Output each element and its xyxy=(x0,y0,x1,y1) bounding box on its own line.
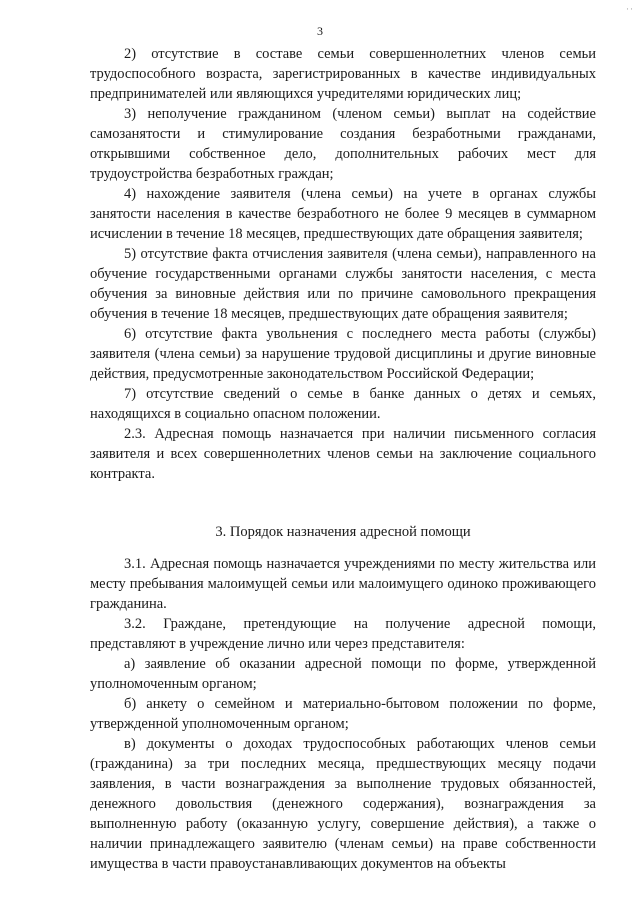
document-body xyxy=(90,44,596,874)
paragraph-3-2: 3.2. Граждане, претендующие на получение адресной помощи, представляют в учреждение лично или через представителя: xyxy=(90,616,596,652)
paragraph-item-a: а) заявление об оказании адресной помощи по форме, утвержденной уполномоченным органом; xyxy=(90,656,596,692)
paragraph-item-v: в) документы о доходах трудоспособных работающих членов семьи (гражданина) за три последних месяца, предшествующих месяцу подачи заявления, в части вознаграждения за выполнение трудовых обязанностей, денежного довольствия (денежного содержания), вознаграждения за выполненную работу (оказанную услугу, совершение действия), а также о наличии принадлежащего заявителю (членам семьи) на праве собственности имущества в части правоустанавливающих документов на объекты xyxy=(90,736,596,872)
paragraph-item-b: б) анкету о семейном и материально-бытовом положении по форме, утвержденной уполномоченным органом; xyxy=(90,696,596,732)
section-heading: 3. Порядок назначения адресной помощи xyxy=(215,524,471,540)
paragraph-item-4: 4) нахождение заявителя (члена семьи) на учете в органах службы занятости населения в качестве безработного не более 9 месяцев в суммарном исчислении в течение 18 месяцев, предшествующих дате обращения заявителя; xyxy=(90,186,596,242)
paragraph-item-2: 2) отсутствие в составе семьи совершеннолетних членов семьи трудоспособного возраста, зарегистрированных в качестве индивидуальных предпринимателей или являющихся учредителями юридических лиц; xyxy=(90,46,596,102)
paragraph-3-1: 3.1. Адресная помощь назначается учреждениями по месту жительства или месту пребывания малоимущей семьи или малоимущего одиноко проживающего гражданина. xyxy=(90,556,596,612)
page-number: 3 xyxy=(317,24,323,38)
paragraph-2-3: 2.3. Адресная помощь назначается при наличии письменного согласия заявителя и всех совершеннолетних членов семьи на заключение социального контракта. xyxy=(90,426,596,482)
paragraph-item-7: 7) отсутствие сведений о семье в банке данных о детях и семьях, находящихся в социально опасном положении. xyxy=(90,386,596,422)
paragraph-item-6: 6) отсутствие факта увольнения с последнего места работы (службы) заявителя (члена семьи) за нарушение трудовой дисциплины и другие виновные действия, предусмотренные законодательством Российской Федерации; xyxy=(90,326,596,382)
paragraph-item-3: 3) неполучение гражданином (членом семьи) выплат на содействие самозанятости и стимулирование создания безработными гражданами, открывшими собственное дело, дополнительных рабочих мест для трудоустройства безработных граждан; xyxy=(90,106,596,182)
paragraph-item-5: 5) отсутствие факта отчисления заявителя (члена семьи), направленного на обучение государственными органами службы занятости населения, с места обучения за виновные действия или по причине самовольного прекращения обучения в течение 18 месяцев, предшествующих дате обращения заявителя; xyxy=(90,246,596,322)
corner-mark: ·· xyxy=(626,4,634,14)
